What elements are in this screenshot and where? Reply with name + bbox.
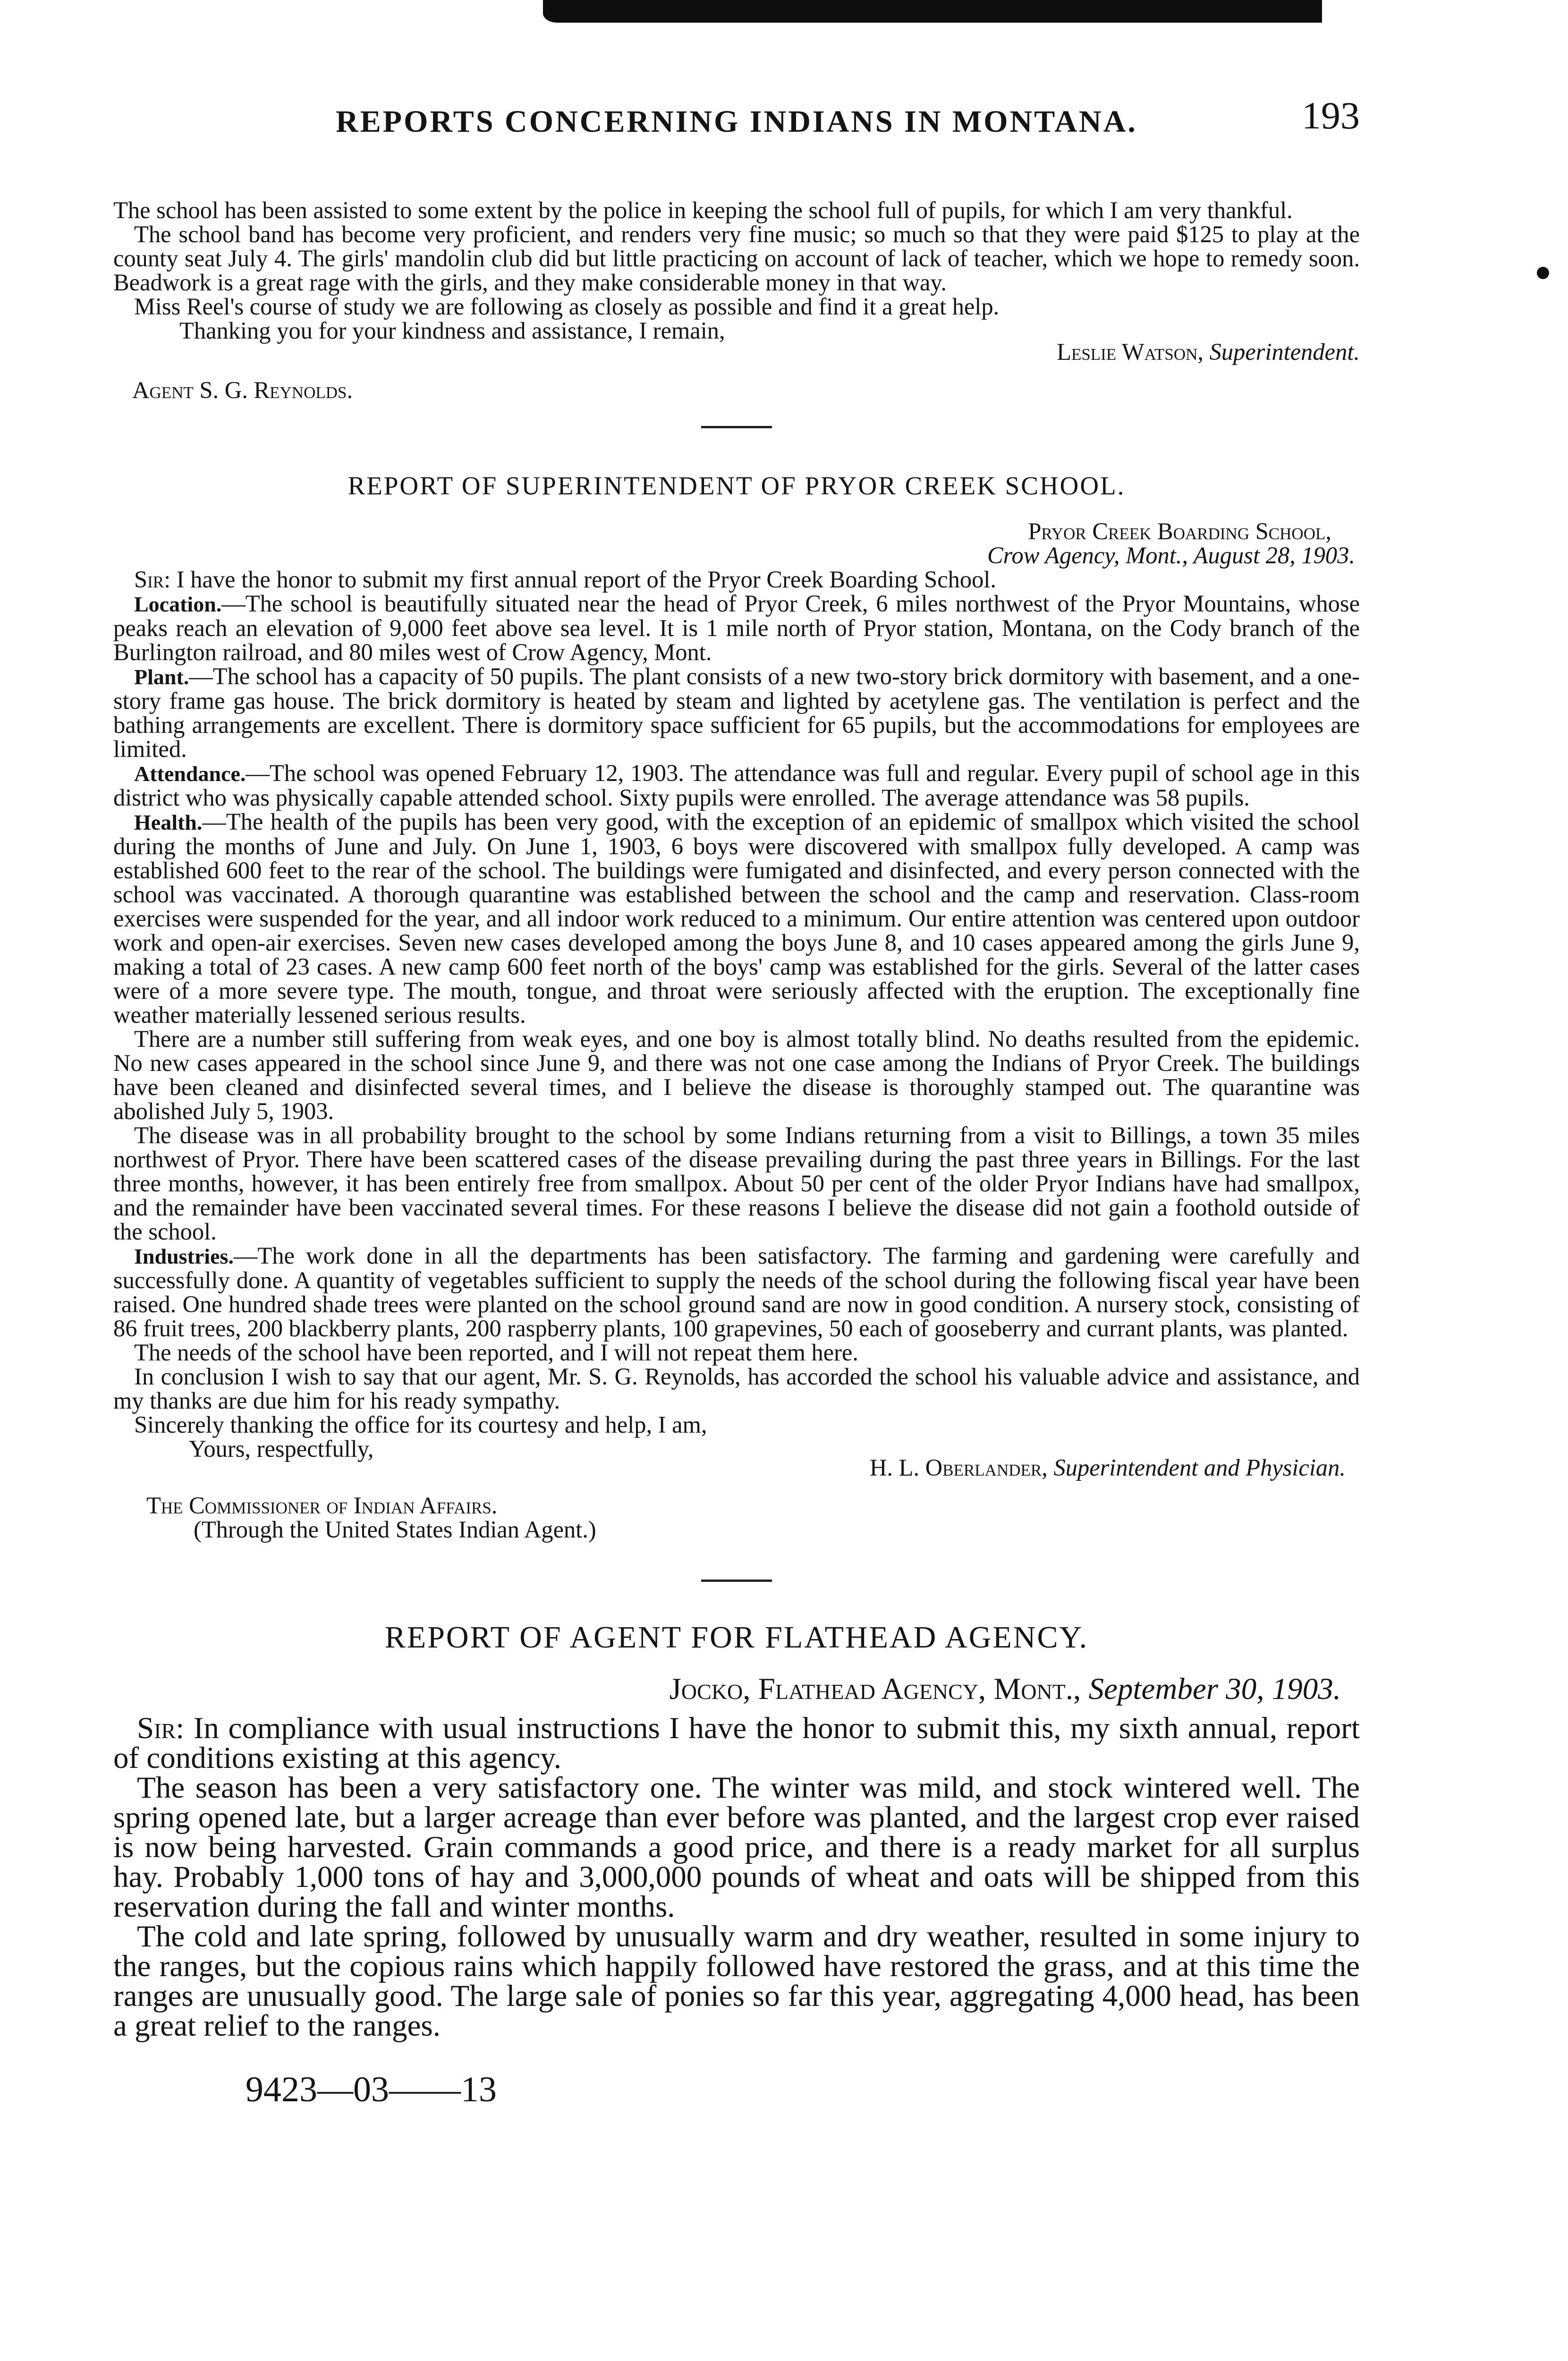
section-divider	[701, 1580, 772, 1582]
running-head-title: REPORTS CONCERNING INDIANS IN MONTANA.	[336, 104, 1137, 139]
signature-block	[113, 1437, 1360, 1484]
paragraph-text: —The work done in all the departments has been satisfactory. The farming and gardening were carefully and successfully done. A quantity of vegetables sufficient to supply the needs of the school during the following fiscal year have been raised. One hundred shade trees were planted on the school ground sand are now in good condition. A nursery stock, consisting of 86 fruit trees, 200 blackberry plants, 200 raspberry plants, 100 grapevines, 50 each of gooseberry and currant plants, was planted.	[113, 1242, 1360, 1342]
paragraph	[113, 664, 1360, 761]
paragraph: Miss Reel's course of study we are following as closely as possible and find it a great help.	[134, 293, 1000, 320]
paragraph-text: —The school is beautifully situated near the head of Pryor Creek, 6 miles northwest of the Pryor Mountains, whose peaks reach an elevation of 9,000 feet above sea level. It is 1 mile north of Pryor station, Montana, on the Cody branch of the Burlington railroad, and 80 miles west of Crow Agency, Mont.	[113, 590, 1360, 665]
side-heading: Location.	[134, 592, 222, 616]
paragraph	[113, 568, 1360, 592]
dateline: Crow Agency, Mont., August 28, 1903.	[987, 542, 1355, 569]
side-heading: Attendance.	[134, 762, 246, 786]
dateline	[113, 1674, 1360, 1704]
signature-title: Superintendent.	[1209, 339, 1360, 365]
signature-title: Superintendent and Physician.	[1053, 1454, 1346, 1481]
paragraph-text: —The school was opened February 12, 1903. The attendance was full and regular. Every pupil of school age in this district who was physically capable attended school. Sixty pupils were enrolled. The average attendance was 58 pupils.	[113, 760, 1360, 811]
dateline-date: September 30, 1903.	[1088, 1672, 1341, 1706]
paragraph: Thanking you for your kindness and assistance, I remain,	[179, 317, 725, 344]
paragraph: The needs of the school have been reported, and I will not repeat them here.	[134, 1339, 859, 1366]
paragraph: The season has been a very satisfactory one. The winter was mild, and stock wintered well. The spring opened late, but a larger acreage than ever before was planted, and the largest crop ever raised is now being harvested. Grain commands a good price, and there is a ready market for all surplus hay. Probably 1,000 tons of hay and 3,000,000 pounds of wheat and oats will be shipped from this reservation during the fall and winter months.	[113, 1771, 1360, 1924]
running-head	[113, 90, 1360, 151]
signature	[870, 1456, 1346, 1480]
scan-edge-shadow	[543, 0, 1322, 23]
addressee: Agent S. G. Reynolds.	[132, 377, 353, 403]
section-divider	[701, 426, 772, 428]
signature-name: Leslie Watson,	[1057, 339, 1204, 365]
pryor-creek-report	[113, 471, 1360, 1542]
signature-mark: 9423—03——13	[246, 2070, 497, 2109]
intro-text: In compliance with usual instructions I have the honor to submit this, my sixth annual, report of conditions existing at this agency.	[113, 1711, 1360, 1775]
side-heading: Industries.	[134, 1244, 234, 1268]
paragraph	[113, 810, 1360, 1027]
paragraph: There are a number still suffering from weak eyes, and one boy is almost totally blind. No deaths resulted from the epidemic. No new cases appeared in the school since June 9, and there was not one case among the Indians of Pryor Creek. The buildings have been cleaned and disinfected several times, and I believe the disease is thoroughly stamped out. The quarantine was abolished July 5, 1903.	[113, 1026, 1360, 1124]
flathead-report	[113, 1620, 1360, 2041]
paragraph: The disease was in all probability brought to the school by some Indians returning from a visit to Billings, a town 35 miles northwest of Pryor. There have been scattered cases of the disease prevailing during the past three years in Billings. For the last three months, however, it has been entirely free from smallpox. About 50 per cent of the older Pryor Indians have had smallpox, and the remainder have been vaccinated several times. For these reasons I believe the disease did not gain a foothold outside of the school.	[113, 1122, 1360, 1245]
paragraph: The school has been assisted to some extent by the police in keeping the school full of pupils, for which I am very thankful.	[113, 197, 1293, 223]
paragraph: Sincerely thanking the office for its courtesy and help, I am,	[134, 1411, 707, 1438]
paragraph: In conclusion I wish to say that our agent, Mr. S. G. Reynolds, has accorded the school his valuable advice and assistance, and my thanks are due him for his ready sympathy.	[113, 1363, 1360, 1414]
paragraph	[113, 1711, 1360, 1775]
page	[113, 90, 1360, 2110]
addressee: The Commissioner of Indian Affairs.	[146, 1492, 498, 1519]
salutation: Sir:	[137, 1711, 185, 1745]
paragraph	[113, 1244, 1360, 1341]
intro-text: I have the honor to submit my first annual report of the Pryor Creek Boarding School.	[176, 566, 997, 593]
watson-report	[113, 198, 1360, 402]
closing: Yours, respectfully,	[189, 1435, 374, 1462]
dateline-place: Jocko, Flathead Agency, Mont.,	[669, 1672, 1081, 1706]
paragraph	[113, 592, 1360, 664]
paragraph: The school band has become very proficient, and renders very fine music; so much so that they were paid $125 to play at the county seat July 4. The girls' mandolin club did but little practicing on account of lack of teacher, which we hope to remedy soon. Beadwork is a great rage with the girls, and they make considerable money in that way.	[113, 221, 1360, 296]
salutation: Sir:	[134, 566, 171, 593]
margin-dot	[1537, 267, 1549, 279]
side-heading: Plant.	[134, 665, 189, 689]
addressee-note: (Through the United States Indian Agent.)	[194, 1516, 596, 1543]
paragraph-text: —The health of the pupils has been very good, with the exception of an epidemic of smallpox which visited the school during the months of June and July. On June 1, 1903, 6 boys were discovered with smallpox fully developed. A camp was established 600 feet to the rear of the school. The buildings were fumigated and disinfected, and every person connected with the school was vaccinated. A thorough quarantine was established between the school and the camp and reservation. Class-room exercises were suspended for the year, and all indoor work reduced to a minimum. Our entire attention was centered upon outdoor work and open-air exercises. Seven new cases developed among the boys June 8, and 10 cases appeared among the girls June 9, making a total of 23 cases. A new camp 600 feet north of the boys' camp was established for the girls. Several of the latter cases were of a more severe type. The mouth, tongue, and throat were seriously affected with the eruption. The exceptionally fine weather materially lessened serious results.	[113, 808, 1360, 1028]
section-heading: REPORT OF AGENT FOR FLATHEAD AGENCY.	[384, 1620, 1089, 1655]
section-heading: REPORT OF SUPERINTENDENT OF PRYOR CREEK SCHOOL.	[348, 471, 1126, 500]
dateline: Pryor Creek Boarding School,	[1028, 518, 1331, 544]
signature-name: H. L. Oberlander,	[869, 1454, 1048, 1481]
paragraph: The cold and late spring, followed by unusually warm and dry weather, resulted in some injury to the ranges, but the copious rains which happily followed have restored the grass, and at this time the ranges are unusually good. The large sale of ponies so far this year, aggregating 4,000 head, has been a great relief to the ranges.	[113, 1919, 1360, 2043]
side-heading: Health.	[134, 810, 203, 834]
paragraph	[113, 761, 1360, 810]
paragraph-text: —The school has a capacity of 50 pupils. The plant consists of a new two-story brick dormitory with basement, and a one-story frame gas house. The brick dormitory is heated by steam and lighted by acetylene gas. The ventilation is perfect and the bathing arrangements are excellent. There is dormitory space sufficient for 65 pupils, but the accommodations for employees are limited.	[113, 663, 1360, 762]
page-number: 193	[1302, 94, 1360, 137]
